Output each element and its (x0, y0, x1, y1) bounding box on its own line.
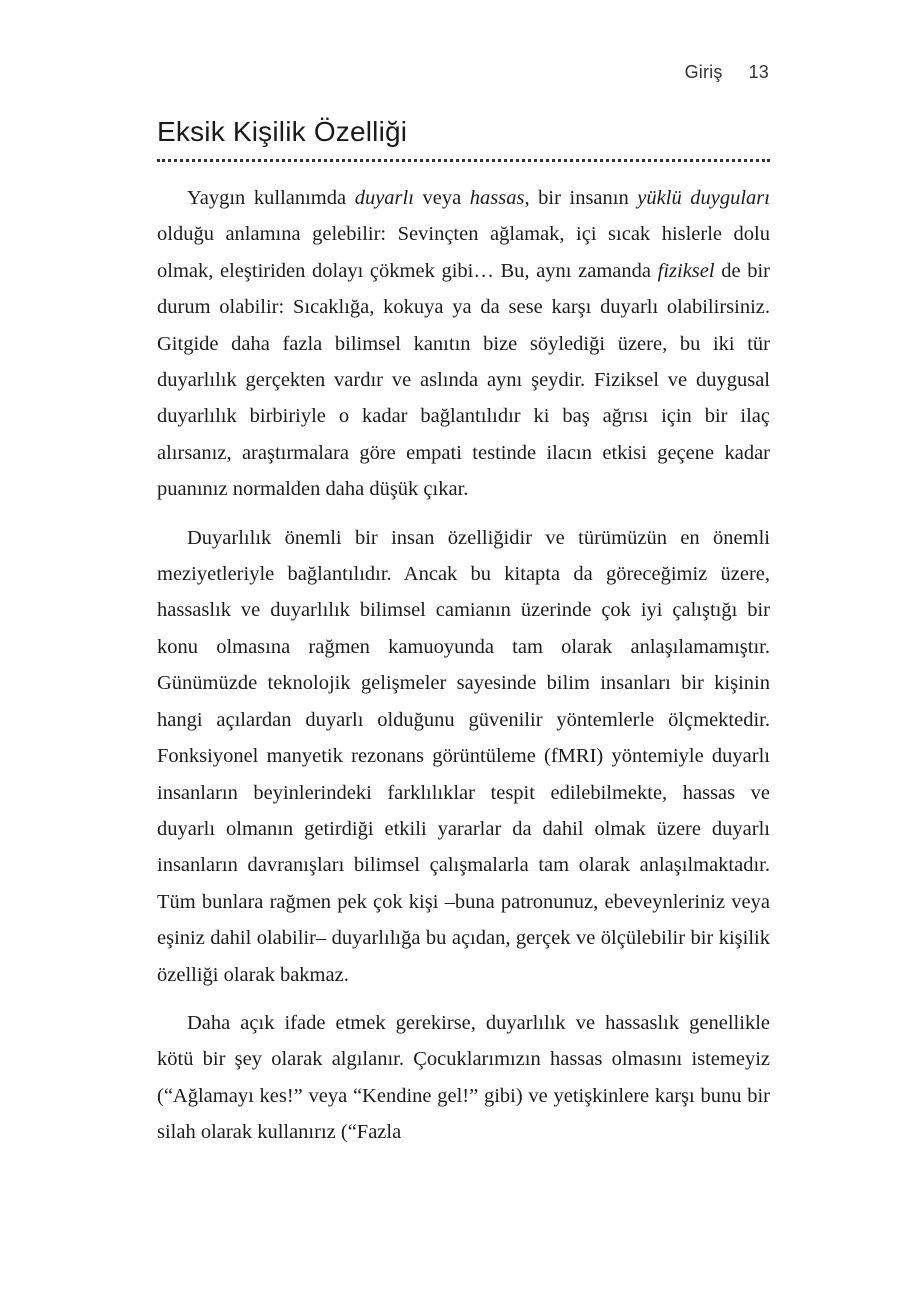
text-run: Duyarlılık önemli bir insan özelliğidir ve türümüzün en önemli meziyetleriyle bağlantılıdır. Ancak bu kitapta da göreceğimiz üzere, hassaslık ve duyarlılık bilimsel camianın üzerinde çok iyi çalıştığı bir konu olmasına rağmen kamuoyunda tam olarak anlaşılamamıştır. Günümüzde teknolojik gelişmeler sayesinde bilim insanları bir kişinin hangi açılardan duyarlı olduğunu güvenilir yöntemlerle ölçmektedir. Fonksiyonel manyetik rezonans görüntüleme (fMRI) yöntemiyle duyarlı insanların beyinlerindeki farklılıklar tespit edilebilmekte, hassas ve duyarlı olmanın getirdiği etkili yararlar da dahil olmak üzere duyarlı insanların davranışları bilimsel çalışmalarla tam olarak anlaşılmaktadır. Tüm bunlara rağmen pek çok kişi –buna patronunuz, ebeveynleriniz veya eşiniz dahil olabilir– duyarlılığa bu açıdan, gerçek ve ölçülebilir bir kişilik özelliği olarak bakmaz. (157, 526, 770, 986)
paragraph-2 (157, 520, 770, 993)
page-number: 13 (748, 62, 769, 82)
text-run: olduğu anlamına gelebilir: Sevinçten ağlamak, içi sıcak hislerle dolu olmak, eleştiriden dolayı çökmek gibi… Bu, aynı zamanda (157, 223, 770, 282)
text-run: Yaygın kullanımda (187, 187, 355, 209)
text-run: veya (413, 187, 470, 209)
paragraph-3 (157, 1005, 770, 1151)
title-dotted-rule (157, 159, 770, 162)
italic-run: hassas (469, 187, 525, 209)
paragraph-1 (157, 180, 770, 508)
running-head (685, 62, 769, 83)
section-title: Eksik Kişilik Özelliği (157, 116, 408, 147)
italic-run: yüklü duyguları (637, 187, 770, 209)
italic-run: duyarlı (354, 187, 414, 209)
text-run: , bir insanın (524, 187, 638, 209)
text-run: Daha açık ifade etmek gerekirse, duyarlılık ve hassaslık genellikle kötü bir şey olarak algılanır. Çocuklarımızın hassas olmasını istemeyiz (“Ağlamayı kes!” veya “Kendine gel!” gibi) ve yetişkinlere karşı bunu bir silah olarak kullanırız (“Fazla (157, 1011, 770, 1144)
italic-run: fiziksel (657, 259, 715, 282)
text-run: de bir durum olabilir: Sıcaklığa, kokuya ya da sese karşı duyarlı olabilirsiniz. Gitgide daha fazla bilimsel kanıtın bize söylediği üzere, bu iki tür duyarlılık gerçekten vardır ve aslında aynı şeydir. Fiziksel ve duygusal duyarlılık birbiriyle o kadar bağlantılıdır ki baş ağrısı için bir ilaç alırsanız, araştırmalara göre empati testinde ilacın etkisi geçene kadar puanınız normalden daha düşük çıkar. (157, 259, 770, 501)
body-text (157, 180, 770, 1163)
chapter-name: Giriş (684, 62, 723, 82)
